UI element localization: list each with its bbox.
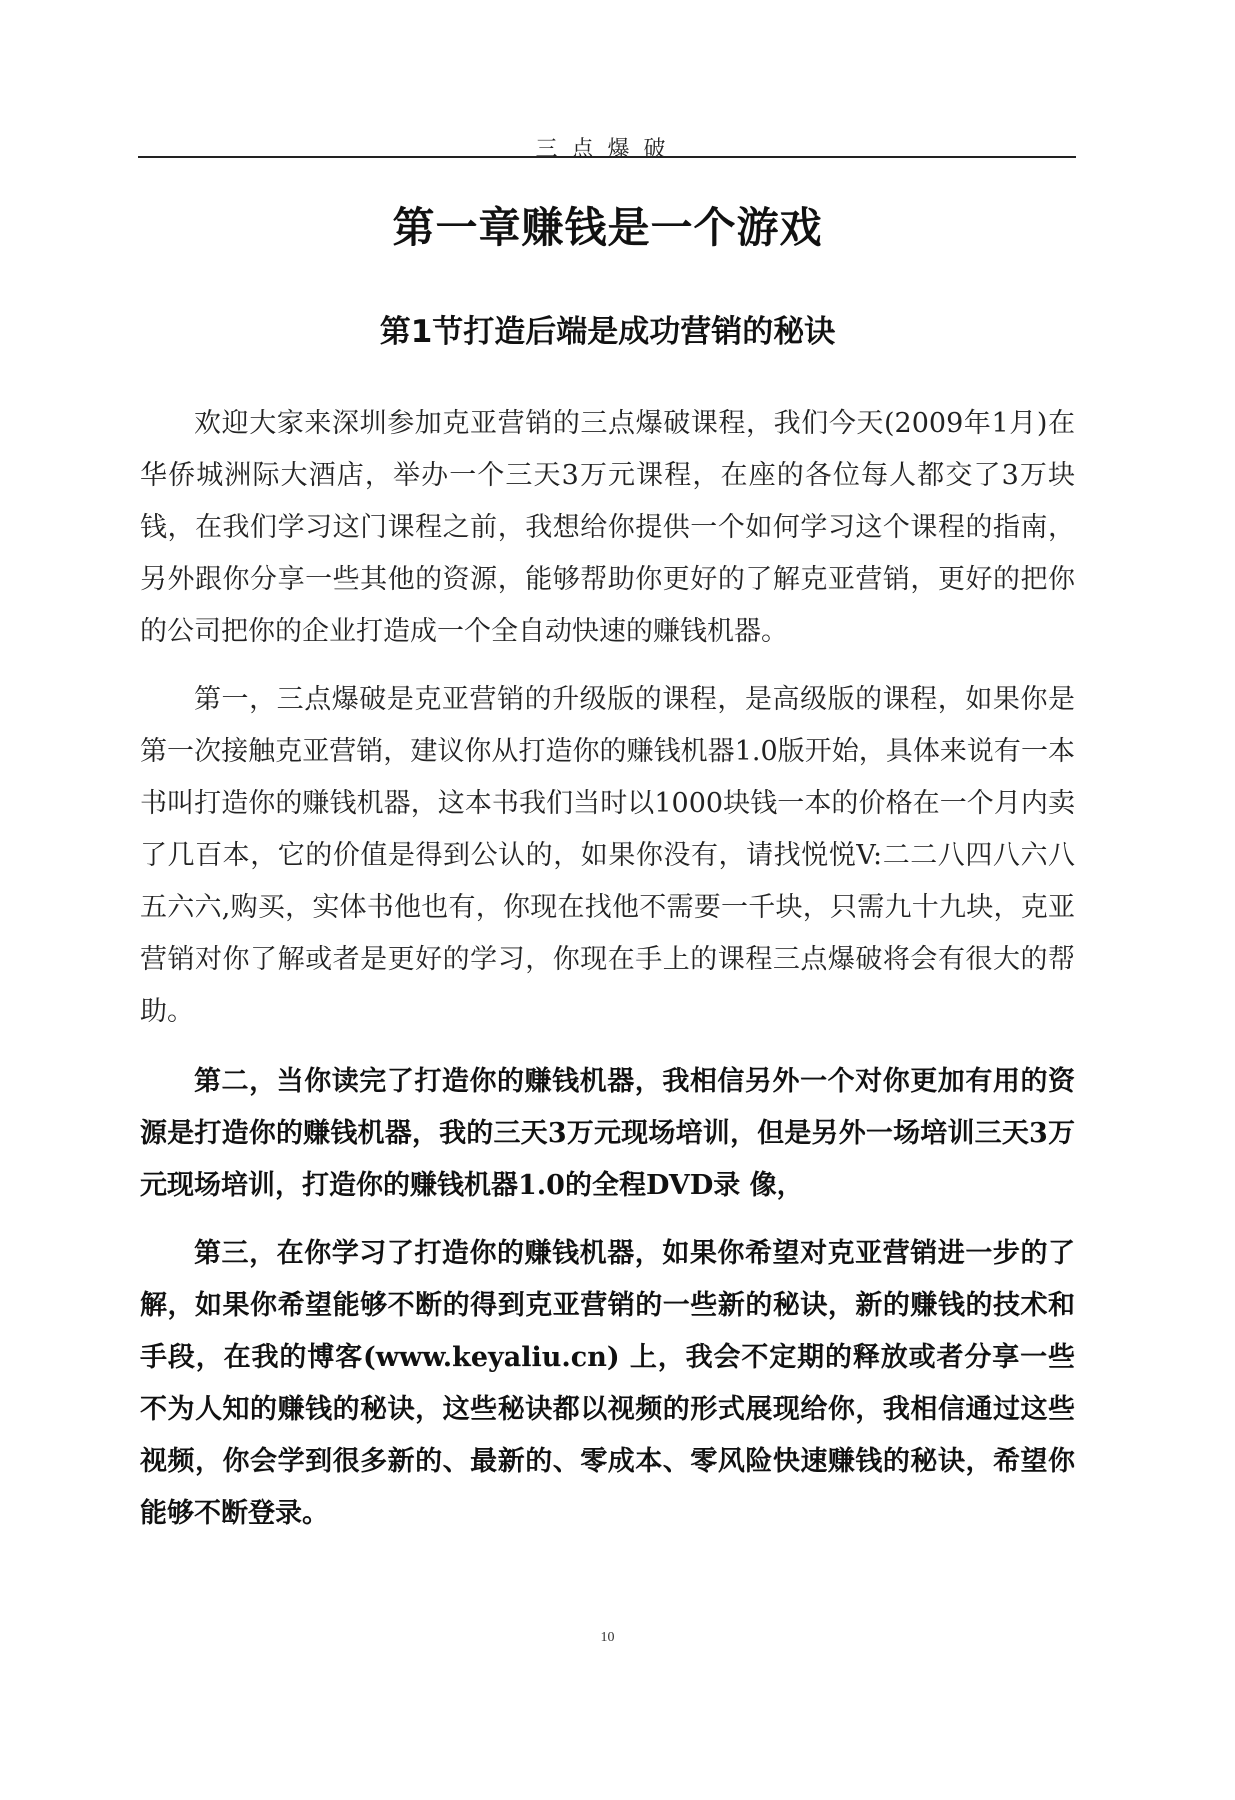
body-paragraph-welcome: 欢迎大家来深圳参加克亚营销的三点爆破课程，我们今天(2009年1月)在华侨城洲际大酒店，举办一个三天3万元课程，在座的各位每人都交了3万块钱，在我们学习这门课程之前，我想给你提供一个如何学习这个课程的指南，另外跟你分享一些其他的资源，能够帮助你更好的了解克亚营销，更好的把你的公司把你的企业打造成一个全自动快速的赚钱机器。 [140,408,1075,647]
body-paragraph-first: 第一，三点爆破是克亚营销的升级版的课程，是高级版的课程，如果你是第一次接触克亚营销，建议你从打造你的赚钱机器1.0版开始，具体来说有一本书叫打造你的赚钱机器，这本书我们当时以1000块钱一本的价格在一个月内卖了几百本，它的价值是得到公认的，如果你没有，请找悦悦V:二二八四八六八五六六,购买，实体书他也有，你现在找他不需要一千块，只需九十九块，克亚营销对你了解或者是更好的学习，你现在手上的课程三点爆破将会有很大的帮助。 [140,684,1075,1027]
running-header: 三点爆破 [535,137,680,162]
page-number: 10 [600,1630,615,1645]
section-title: 第1节打造后端是成功营销的秘诀 [379,314,836,350]
body-paragraph-third: 第三，在你学习了打造你的赚钱机器，如果你希望对克亚营销进一步的了解，如果你希望能够不断的得到克亚营销的一些新的秘诀，新的赚钱的技术和手段，在我的博客(www.keyaliu.cn) 上，我会不定期的释放或者分享一些不为人知的赚钱的秘诀，这些秘诀都以视频的形式展现给你，我相信通过这些视频，你会学到很多新的、最新的、零成本、零风险快速赚钱的秘诀，希望你能够不断登录。 [140,1238,1075,1529]
chapter-title: 第一章赚钱是一个游戏 [392,203,823,252]
header-divider [138,156,1076,158]
body-paragraph-second: 第二，当你读完了打造你的赚钱机器，我相信另外一个对你更加有用的资源是打造你的赚钱机器，我的三天3万元现场培训，但是另外一场培训三天3万元现场培训，打造你的赚钱机器1.0的全程DVD录 像， [140,1066,1075,1201]
